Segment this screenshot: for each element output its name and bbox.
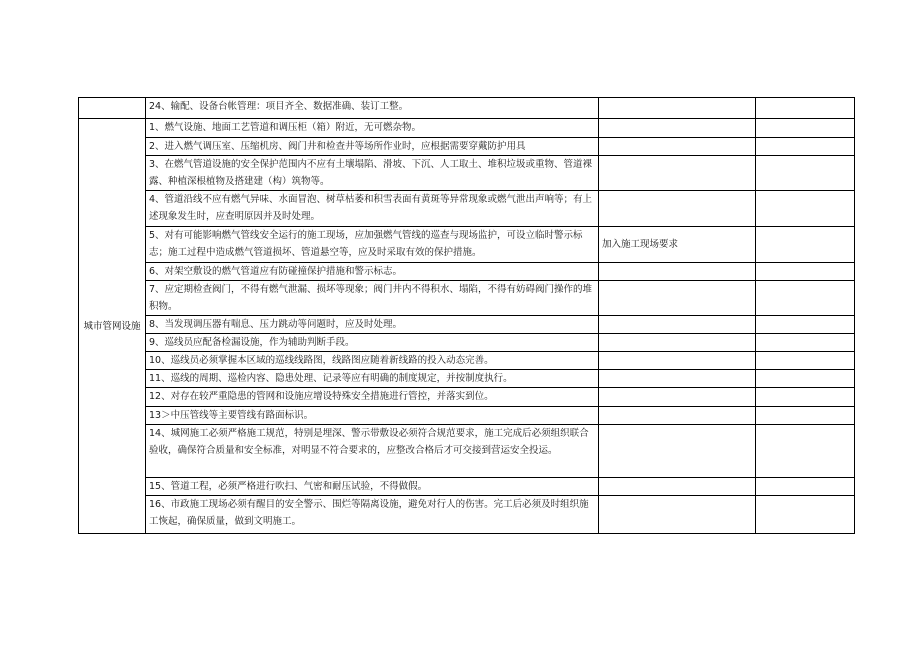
extra-cell [756, 388, 855, 407]
note-cell [599, 407, 756, 425]
note-cell: 加入施工现场要求 [599, 227, 756, 263]
extra-cell [756, 263, 855, 281]
table-row [79, 316, 855, 334]
note-cell [599, 370, 756, 388]
requirement-cell: 10、巡线员必须掌握本区域的巡线线路图，线路图应随着新线路的投入动态完善。 [146, 352, 599, 370]
extra-cell [756, 281, 855, 316]
requirement-cell: 6、对架空敷设的燃气管道应有防碰撞保护措施和警示标志。 [146, 263, 599, 281]
extra-cell [756, 478, 855, 496]
table-row-top [79, 98, 855, 119]
table-row [79, 227, 855, 263]
note-cell [599, 119, 756, 138]
extra-cell [756, 98, 855, 119]
extra-cell [756, 156, 855, 191]
note-cell [599, 191, 756, 227]
table-row [79, 388, 855, 407]
requirement-cell: 9、巡线员应配备检漏设施，作为辅助判断手段。 [146, 334, 599, 352]
table-row [79, 191, 855, 227]
requirement-cell: 3、在燃气管道设施的安全保护范围内不应有土壤塌陷、滑坡、下沉、人工取土、堆积垃圾或重物、管道裸露、种植深根植物及搭建建（构）筑物等。 [146, 156, 599, 191]
extra-cell [756, 138, 855, 156]
requirement-cell: 11、巡线的周期、巡检内容、隐患处理、记录等应有明确的制度规定，并按制度执行。 [146, 370, 599, 388]
requirement-cell: 13＞中压管线等主要管线有路面标识。 [146, 407, 599, 425]
note-cell [599, 388, 756, 407]
requirement-cell: 12、对存在较严重隐患的管网和设施应增设特殊安全措施进行管控，并落实到位。 [146, 388, 599, 407]
note-cell [599, 98, 756, 119]
requirement-cell: 5、对有可能影响燃气管线安全运行的施工现场，应加强燃气管线的巡查与现场监护，可设立临时警示标志；施工过程中造成燃气管道损坏、管道悬空等，应及时采取有效的保护措施。 [146, 227, 599, 263]
table-row [79, 370, 855, 388]
category-cell-empty [79, 98, 146, 119]
note-cell [599, 496, 756, 534]
requirement-cell: 8、当发现调压器有喘息、压力跳动等问题时，应及时处理。 [146, 316, 599, 334]
note-cell [599, 138, 756, 156]
requirement-cell: 7、应定期检查阀门，不得有燃气泄漏、损坏等现象；阀门井内不得积水、塌陷，不得有妨碍阀门操作的堆积物。 [146, 281, 599, 316]
extra-cell [756, 370, 855, 388]
table-row [79, 263, 855, 281]
table-row [79, 496, 855, 534]
category-cell: 城市管网设施 [79, 119, 146, 534]
note-cell [599, 334, 756, 352]
note-cell [599, 156, 756, 191]
table-row [79, 352, 855, 370]
extra-cell [756, 352, 855, 370]
note-cell [599, 352, 756, 370]
extra-cell [756, 407, 855, 425]
note-cell [599, 478, 756, 496]
extra-cell [756, 334, 855, 352]
requirement-cell: 14、城网施工必须严格施工规范，特别是埋深、警示带敷设必须符合规范要求，施工完成后必须组织联合验收，确保符合质量和安全标准，对明显不符合要求的，应整改合格后才可交接到营运安全投运。 [146, 425, 599, 478]
extra-cell [756, 227, 855, 263]
note-cell [599, 425, 756, 478]
table-row [79, 425, 855, 478]
table-row [79, 119, 855, 138]
requirement-cell: 2、进入燃气调压室、压缩机房、阀门井和检查井等场所作业时，应根据需要穿戴防护用具 [146, 138, 599, 156]
requirement-cell: 15、管道工程，必须严格进行吹扫、气密和耐压试验，不得做假。 [146, 478, 599, 496]
inspection-table-body [79, 98, 855, 534]
table-row [79, 407, 855, 425]
note-cell [599, 281, 756, 316]
extra-cell [756, 316, 855, 334]
requirement-cell: 1、燃气设施、地面工艺管道和调压柜（箱）附近，无可燃杂物。 [146, 119, 599, 138]
inspection-table [78, 97, 855, 534]
table-row [79, 138, 855, 156]
table-row [79, 156, 855, 191]
extra-cell [756, 119, 855, 138]
extra-cell [756, 191, 855, 227]
note-cell [599, 263, 756, 281]
requirement-cell: 16、市政施工现场必须有醒目的安全警示、围烂等隔离设施，避免对行人的伤害。完工后必须及时组织施工恢起，确保质量，做到文明施工。 [146, 496, 599, 534]
extra-cell [756, 496, 855, 534]
extra-cell [756, 425, 855, 478]
requirement-cell: 4、管道沿线不应有燃气异味、水面冒泡、树草枯萎和积雪表面有黄斑等异常现象或燃气泄出声响等；有上述现象发生时，应查明原因并及时处理。 [146, 191, 599, 227]
requirement-cell: 24、输配、设备台帐管理：项目齐全、数据准确、装订工整。 [146, 98, 599, 119]
table-row [79, 334, 855, 352]
table-row [79, 281, 855, 316]
table-row [79, 478, 855, 496]
note-cell [599, 316, 756, 334]
